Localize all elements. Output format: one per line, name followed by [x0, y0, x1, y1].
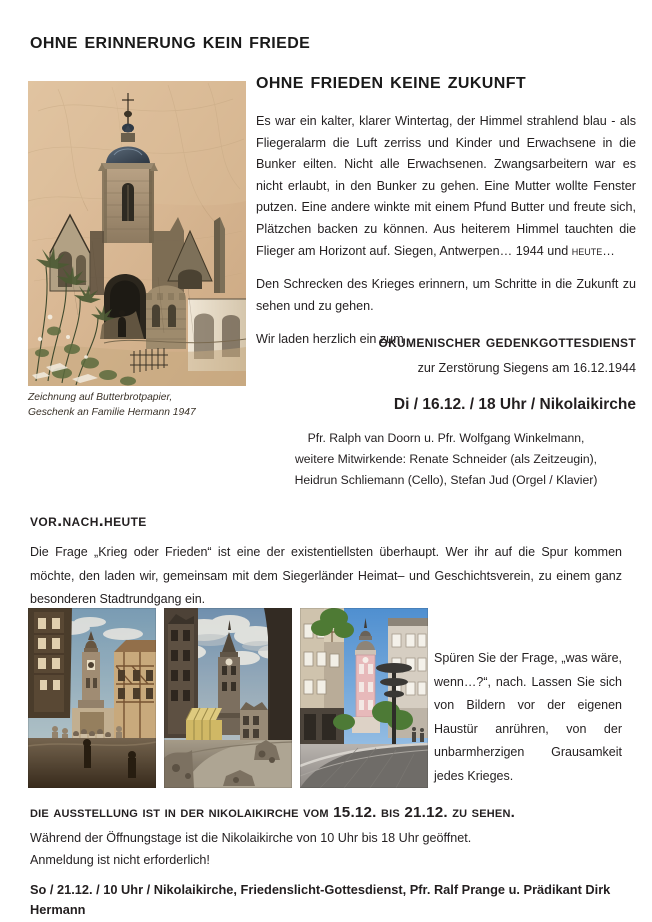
service-datetime-location: Di / 16.12. / 18 Uhr / Nikolaikirche — [393, 396, 636, 413]
intro-paragraph-1 — [256, 111, 636, 262]
church-ruin-drawing-image — [28, 81, 246, 386]
service-title: ökumenischer gedenkgottesdienst — [378, 331, 636, 351]
intro-heute-smallcaps: heute — [571, 243, 603, 258]
page-title-line-1: ohne erinnerung kein friede — [30, 28, 311, 53]
photo-strip — [28, 608, 428, 788]
exhibition-heading: die ausstellung ist in der nikolaikirche vom 15.12. bis 21.12. zu sehen. — [30, 804, 516, 821]
intro-paragraph-2: Den Schrecken des Krieges erinnern, um Schritte in die Zukunft zu sehen und zu gehen. — [256, 277, 636, 313]
tour-side-paragraph: Spüren Sie der Frage, „was wäre, wenn…?“, nach. Lassen Sie sich von Bildern vor der eigenen Haustür anrühren, von der unbarmherzigen Grausamkeit jedes Krieges. — [434, 651, 622, 783]
service-block — [256, 330, 636, 491]
service-participants-line-2: weitere Mitwirkende: Renate Schneider (als Zeitzeugin), — [294, 452, 598, 466]
drawing-caption — [28, 391, 246, 420]
section-title-vor-nach-heute: vor.nach.heute — [30, 510, 147, 530]
service-subtitle: zur Zerstörung Siegens am 16.12.1944 — [417, 361, 636, 375]
drawing-figure — [28, 81, 246, 420]
exhibition-opening-hours: Während der Öffnungstage ist die Nikolaikirche von 10 Uhr bis 18 Uhr geöffnet. — [30, 831, 472, 845]
photo-nach — [164, 608, 292, 788]
tour-paragraph: Die Frage „Krieg oder Frieden“ ist eine der existentiellsten überhaupt. Wer ihr auf die Spur kommen möchte, den laden wir, gemeinsam mit dem Siegerländer Heimat– und Geschichtsverein, zu einem ganz besonderen Stadtrundgang ein. — [30, 545, 622, 606]
intro-paragraph-3: Wir laden herzlich ein zum — [256, 332, 404, 347]
photo-vor — [28, 608, 156, 788]
photo-heute — [300, 608, 428, 788]
drawing-caption-line-1: Zeichnung auf Butterbrotpapier, — [28, 392, 173, 403]
drawing-caption-line-2: Geschenk an Familie Hermann 1947 — [28, 406, 196, 418]
exhibition-registration-note: Anmeldung ist nicht erforderlich! — [30, 853, 210, 867]
intro-text-column — [256, 111, 636, 351]
service-participants-line-1: Pfr. Ralph van Doorn u. Pfr. Wolfgang Winkelmann, — [307, 431, 585, 445]
intro-paragraph-1-tail: … — [602, 243, 615, 258]
service-participants — [256, 428, 636, 491]
page-title-line-2: ohne frieden keine zukunft — [256, 68, 527, 93]
service-participants-line-3: Heidrun Schliemann (Cello), Stefan Jud (Orgel / Klavier) — [294, 473, 598, 487]
intro-paragraph-1-text: Es war ein kalter, klarer Wintertag, der Himmel strahlend blau - als Fliegeralarm die Luft zerriss und Kinder und Erwachsene in die Bunker eilten. Nicht alle Erwachsenen. Zwangsarbeitern war es nicht erlaubt, in den Bunker zu gehen. Eine Mutter wollte Fenster putzen. Eine andere winkte mit einem Pfund Butter und freute sich, Plätzchen backen zu können. Aus heiterem Himmel tauchten die Flieger am Horizont auf. Siegen, Antwerpen… 1944 und — [256, 114, 636, 258]
closing-event-line: So / 21.12. / 10 Uhr / Nikolaikirche, Friedenslicht-Gottesdienst, Pfr. Ralf Prange u. Prädikant Dirk Hermann — [30, 882, 611, 917]
